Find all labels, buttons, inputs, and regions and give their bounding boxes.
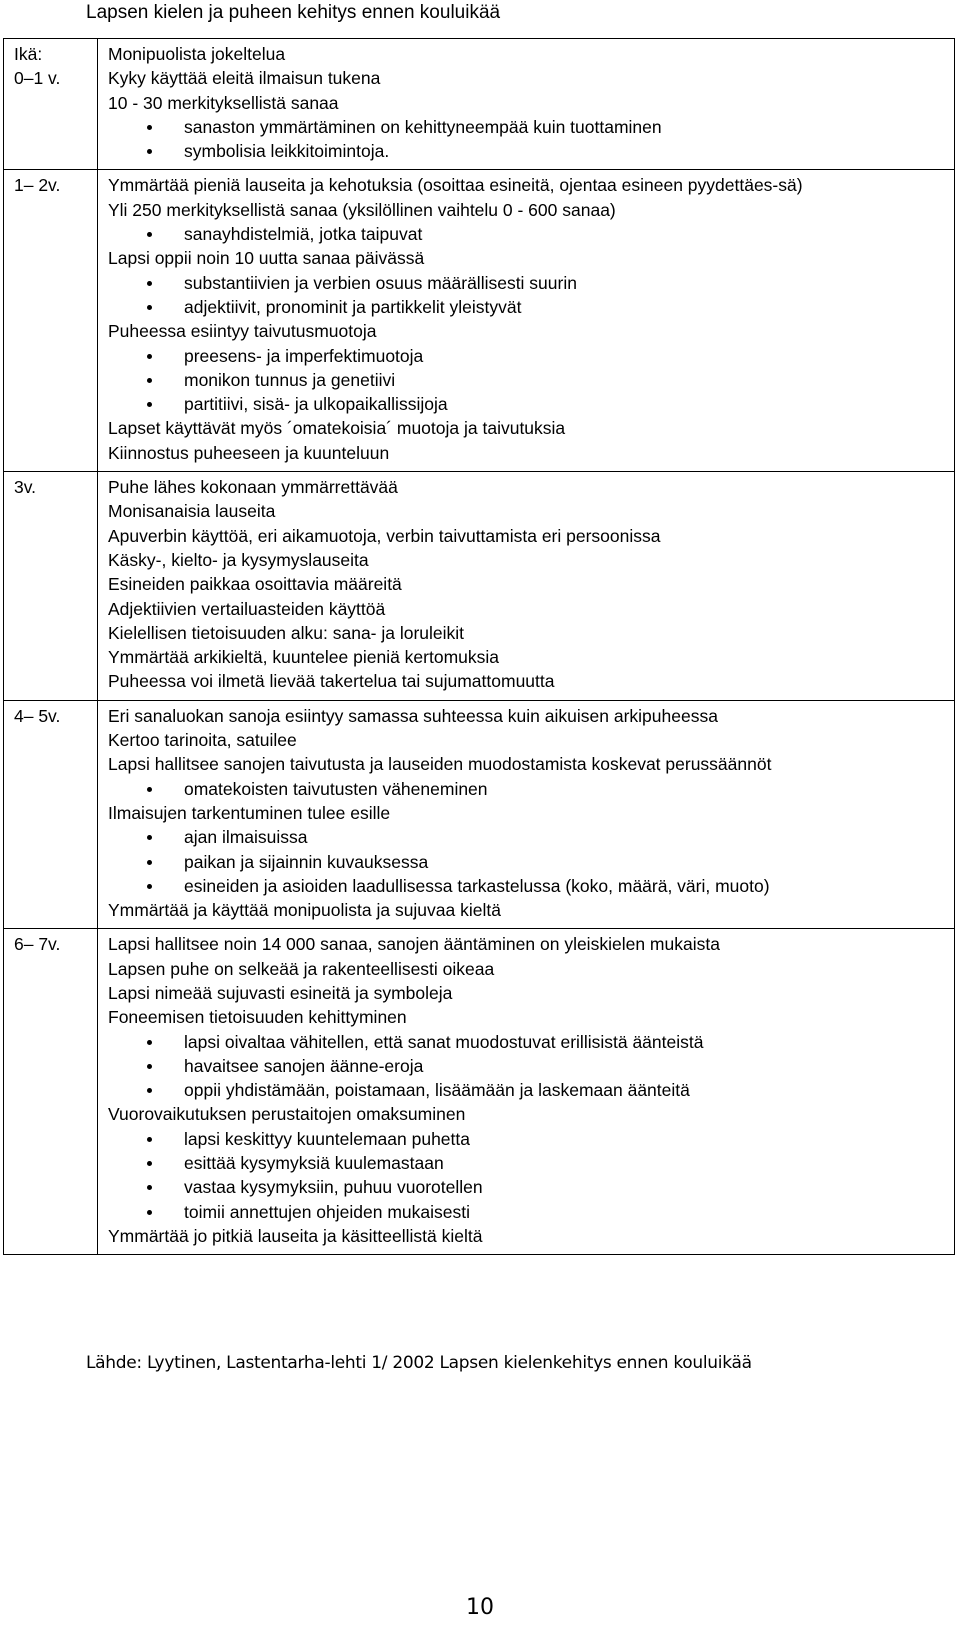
milestone-text: monikon tunnus ja genetiivi	[184, 369, 396, 390]
milestone-text: adjektiivit, pronominit ja partikkelit yleistyvät	[184, 296, 522, 317]
age-row	[4, 700, 955, 929]
milestone-item: 10 - 30 merkityksellistä sanaa	[108, 92, 339, 113]
bullet-icon	[147, 884, 152, 889]
milestone-text: esittää kysymyksiä kuulemastaan	[184, 1153, 444, 1174]
milestone-item: Käsky-, kielto- ja kysymyslauseita	[108, 549, 369, 570]
bullet-icon	[147, 860, 152, 865]
milestones-cell	[98, 472, 955, 701]
milestone-item: Foneemisen tietoisuuden kehittyminen	[108, 1007, 407, 1028]
milestone-text: sanayhdistelmiä, jotka taipuvat	[184, 224, 423, 245]
bullet-icon	[147, 835, 152, 840]
bullet-icon	[147, 1064, 152, 1069]
age-cell	[4, 472, 98, 701]
milestone-item: Lapsi hallitsee sanojen taivutusta ja lauseiden muodostamista koskevat perussäännöt	[108, 754, 772, 775]
milestone-item: Lapsi oppii noin 10 uutta sanaa päivässä	[108, 248, 425, 269]
milestone-item: Ymmärtää jo pitkiä lauseita ja käsitteellistä kieltä	[108, 1225, 483, 1246]
milestone-bullet-item	[108, 344, 948, 368]
milestone-bullet-item	[108, 1127, 948, 1151]
bullet-icon	[147, 149, 152, 154]
milestone-bullet-item	[108, 222, 948, 246]
age-row	[4, 39, 955, 170]
source-citation: Lähde: Lyytinen, Lastentarha-lehti 1/ 2002 Lapsen kielenkehitys ennen kouluikää	[86, 1353, 752, 1373]
milestone-item: Ilmaisujen tarkentuminen tulee esille	[108, 802, 391, 823]
milestone-bullet-item	[108, 295, 948, 319]
milestones-cell	[98, 929, 955, 1255]
bullet-icon	[147, 305, 152, 310]
age-label: 3v.	[14, 477, 37, 498]
milestone-item: Monisanaisia lauseita	[108, 501, 276, 522]
milestone-bullet-item	[108, 115, 948, 139]
bullet-icon	[147, 1210, 152, 1215]
milestone-bullet-item	[108, 1200, 948, 1224]
milestone-item: Lapsen puhe on selkeää ja rakenteellisesti oikeaa	[108, 958, 495, 979]
milestones-cell	[98, 170, 955, 472]
milestone-text: havaitsee sanojen äänne-eroja	[184, 1055, 424, 1076]
age-label: 6– 7v.	[14, 934, 61, 955]
milestone-bullet-item	[108, 874, 948, 898]
age-row	[4, 929, 955, 1255]
age-label: 1– 2v.	[14, 175, 61, 196]
milestone-text: ajan ilmaisuissa	[184, 827, 308, 848]
milestone-item: Lapset käyttävät myös ´omatekoisia´ muotoja ja taivutuksia	[108, 418, 566, 439]
bullet-icon	[147, 787, 152, 792]
milestone-item: Yli 250 merkityksellistä sanaa (yksilöllinen vaihtelu 0 - 600 sanaa)	[108, 199, 616, 220]
milestone-text: lapsi oivaltaa vähitellen, että sanat muodostuvat erillisistä äänteistä	[184, 1031, 704, 1052]
milestones-cell	[98, 700, 955, 929]
milestone-item: Kyky käyttää eleitä ilmaisun tukena	[108, 68, 381, 89]
milestone-bullet-item	[108, 368, 948, 392]
milestone-item: Ymmärtää arkikieltä, kuuntelee pieniä kertomuksia	[108, 647, 500, 668]
milestone-item: Monipuolista jokeltelua	[108, 44, 286, 64]
development-table	[3, 38, 955, 1255]
milestone-item: Eri sanaluokan sanoja esiintyy samassa suhteessa kuin aikuisen arkipuheessa	[108, 705, 718, 726]
milestone-bullet-item	[108, 1030, 948, 1054]
bullet-icon	[147, 1185, 152, 1190]
page-number: 10	[466, 1595, 494, 1620]
milestone-item: Lapsi hallitsee noin 14 000 sanaa, sanojen ääntäminen on yleiskielen mukaista	[108, 934, 720, 955]
age-label: 4– 5v.	[14, 705, 61, 726]
milestone-item: Apuverbin käyttöä, eri aikamuotoja, verbin taivuttamista eri persoonissa	[108, 525, 661, 546]
milestone-text: symbolisia leikkitoimintoja.	[184, 141, 390, 162]
age-cell	[4, 39, 98, 170]
milestone-item: Puheessa voi ilmetä lievää takertelua tai sujumattomuutta	[108, 671, 555, 692]
age-cell	[4, 700, 98, 929]
milestone-item: Adjektiivien vertailuasteiden käyttöä	[108, 598, 386, 619]
milestone-text: toimii annettujen ohjeiden mukaisesti	[184, 1201, 470, 1222]
milestone-text: omatekoisten taivutusten väheneminen	[184, 778, 488, 799]
milestone-item: Ymmärtää ja käyttää monipuolista ja sujuvaa kieltä	[108, 900, 501, 921]
milestone-bullet-item	[108, 1078, 948, 1102]
milestone-item: Ymmärtää pieniä lauseita ja kehotuksia (osoittaa esineitä, ojentaa esineen pyydettäes-sä)	[108, 175, 803, 196]
milestone-item: Esineiden paikkaa osoittavia määreitä	[108, 574, 402, 595]
age-row	[4, 472, 955, 701]
milestone-text: oppii yhdistämään, poistamaan, lisäämään ja laskemaan äänteitä	[184, 1080, 690, 1101]
bullet-icon	[147, 232, 152, 237]
milestone-bullet-item	[108, 392, 948, 416]
milestone-text: lapsi keskittyy kuuntelemaan puhetta	[184, 1128, 470, 1149]
milestone-text: substantiivien ja verbien osuus määrällisesti suurin	[184, 272, 577, 293]
document-title: Lapsen kielen ja puheen kehitys ennen kouluikää	[86, 2, 501, 23]
milestone-bullet-item	[108, 139, 948, 163]
age-cell	[4, 929, 98, 1255]
milestone-item: Kertoo tarinoita, satuilee	[108, 730, 297, 751]
bullet-icon	[147, 378, 152, 383]
milestone-item: Kielellisen tietoisuuden alku: sana- ja loruleikit	[108, 622, 465, 643]
age-cell	[4, 170, 98, 472]
milestone-item: Puheessa esiintyy taivutusmuotoja	[108, 321, 377, 342]
milestone-bullet-item	[108, 271, 948, 295]
milestone-bullet-item	[108, 850, 948, 874]
milestone-item: Kiinnostus puheeseen ja kuunteluun	[108, 442, 390, 463]
bullet-icon	[147, 402, 152, 407]
bullet-icon	[147, 1161, 152, 1166]
milestone-text: esineiden ja asioiden laadullisessa tarkastelussa (koko, määrä, väri, muoto)	[184, 875, 770, 896]
bullet-icon	[147, 125, 152, 130]
bullet-icon	[147, 1088, 152, 1093]
milestone-text: sanaston ymmärtäminen on kehittyneempää kuin tuottaminen	[184, 116, 662, 137]
milestone-text: preesens- ja imperfektimuotoja	[184, 345, 424, 366]
milestone-item: Vuorovaikutuksen perustaitojen omaksuminen	[108, 1104, 466, 1125]
milestone-bullet-item	[108, 1151, 948, 1175]
milestone-item: Lapsi nimeää sujuvasti esineitä ja symboleja	[108, 982, 453, 1003]
milestone-bullet-item	[108, 1175, 948, 1199]
age-row	[4, 170, 955, 472]
milestone-item: Puhe lähes kokonaan ymmärrettävää	[108, 477, 398, 498]
milestone-bullet-item	[108, 1054, 948, 1078]
milestone-bullet-item	[108, 777, 948, 801]
milestone-text: vastaa kysymyksiin, puhuu vuorotellen	[184, 1177, 483, 1198]
bullet-icon	[147, 281, 152, 286]
milestone-bullet-item	[108, 825, 948, 849]
bullet-icon	[147, 1137, 152, 1142]
milestone-text: paikan ja sijainnin kuvauksessa	[184, 851, 429, 872]
bullet-icon	[147, 354, 152, 359]
development-table-body	[4, 39, 955, 1255]
bullet-icon	[147, 1040, 152, 1045]
age-label: Ikä: 0–1 v.	[14, 44, 61, 89]
milestones-cell	[98, 39, 955, 170]
milestone-text: partitiivi, sisä- ja ulkopaikallissijoja	[184, 394, 448, 415]
